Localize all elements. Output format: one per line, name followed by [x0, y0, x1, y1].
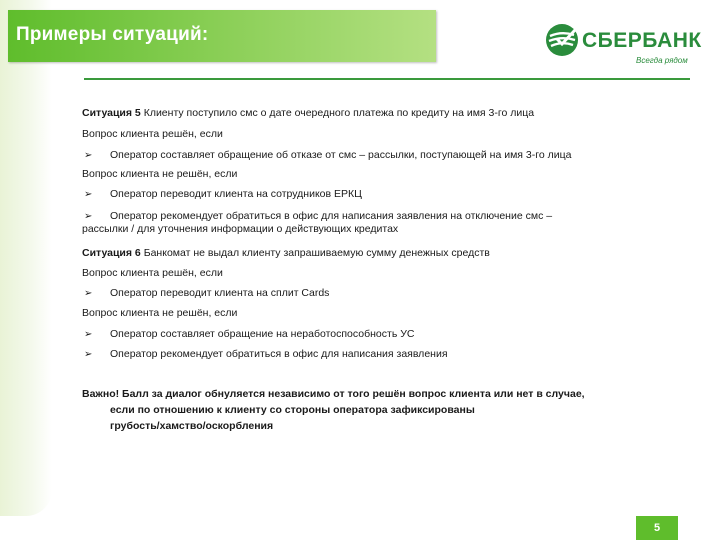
arrow-bullet-icon: ➢: [84, 211, 93, 222]
arrow-bullet-icon: ➢: [84, 329, 93, 340]
s5-solved-heading: Вопрос клиента решён, если: [82, 128, 223, 140]
s6-unsolved-bullet-1-text: Оператор составляет обращение на неработоспособность УС: [110, 328, 415, 340]
important-note-line-1: Важно! Балл за диалог обнуляется независимо от того решён вопрос клиента или нет в случае,: [82, 388, 585, 400]
decorative-left-strip: [0, 0, 52, 516]
important-note: [82, 388, 682, 433]
s6-solved-bullet-1: [82, 287, 329, 300]
s5-solved-bullet-1: [82, 149, 571, 162]
s5-unsolved-bullet-1-text: Оператор переводит клиента на сотрудников ЕРКЦ: [110, 188, 362, 200]
arrow-bullet-icon: ➢: [84, 288, 93, 299]
arrow-bullet-icon: ➢: [84, 189, 93, 200]
situation-6-label: Ситуация 6: [82, 247, 141, 259]
arrow-bullet-icon: ➢: [84, 349, 93, 360]
situation-5-label: Ситуация 5: [82, 107, 141, 119]
s6-solved-bullet-1-text: Оператор переводит клиента на сплит Cards: [110, 287, 330, 299]
s6-unsolved-bullet-1: [82, 328, 414, 341]
s6-unsolved-bullet-2-text: Оператор рекомендует обратиться в офис для написания заявления: [110, 348, 448, 360]
important-note-line-2: если по отношению к клиенту со стороны оператора зафиксированы: [110, 404, 475, 416]
important-note-line-3: грубость/хамство/оскорбления: [110, 420, 274, 432]
slide-content: [82, 107, 682, 432]
s5-unsolved-bullet-2-line-2: рассылки / для уточнения информации о действующих кредитах: [82, 223, 399, 235]
s5-unsolved-bullet-2: [82, 210, 552, 236]
logo-slogan: Всегда рядом: [636, 56, 688, 65]
logo-name: СБЕРБАНК: [582, 29, 702, 52]
title-banner: [8, 10, 436, 62]
page-number: 5: [636, 516, 678, 540]
s5-unsolved-heading: Вопрос клиента не решён, если: [82, 168, 238, 180]
s5-unsolved-bullet-2-line-1: Оператор рекомендует обратиться в офис для написания заявления на отключение смс –: [110, 210, 553, 222]
s6-unsolved-bullet-2: [82, 348, 448, 361]
sberbank-logo: [544, 22, 702, 68]
arrow-bullet-icon: ➢: [84, 150, 93, 161]
s6-solved-heading: Вопрос клиента решён, если: [82, 267, 223, 279]
situation-5-heading: [82, 107, 682, 120]
situation-6-heading: [82, 247, 490, 260]
s5-unsolved-bullet-1: [82, 188, 362, 201]
header-divider: [84, 78, 690, 80]
s5-solved-bullet-1-text: Оператор составляет обращение об отказе от смс – рассылки, поступающей на имя 3-го лица: [110, 149, 572, 161]
situation-5-text: Клиенту поступило смс о дате очередного платежа по кредиту на имя 3-го лица: [140, 107, 535, 119]
s6-unsolved-heading: Вопрос клиента не решён, если: [82, 307, 238, 319]
slide-title: Примеры ситуаций:: [16, 24, 209, 45]
sberbank-logo-icon: [544, 22, 580, 58]
situation-6-text: Банкомат не выдал клиенту запрашиваемую сумму денежных средств: [140, 247, 490, 259]
